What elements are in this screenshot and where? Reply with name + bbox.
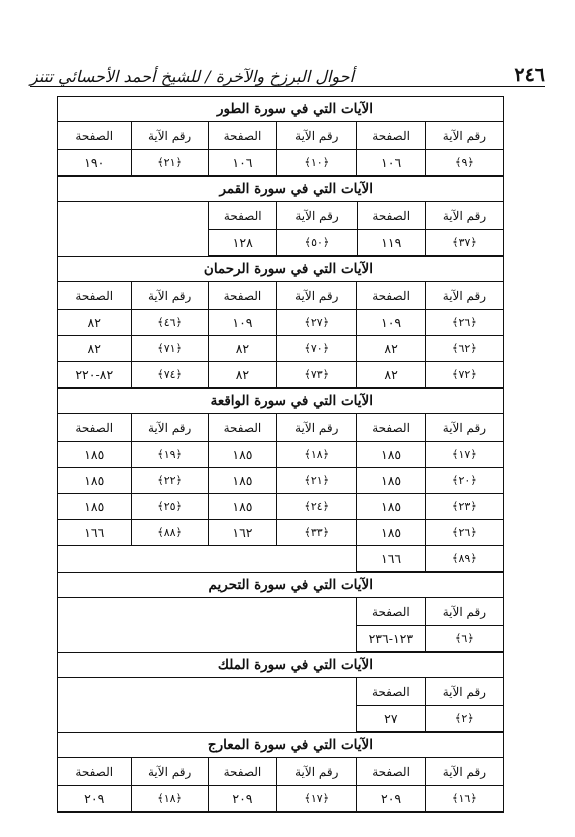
page-number-cell: ٢٠٩ [357, 786, 426, 812]
ayah-column-header: رقم الآية [277, 202, 357, 230]
section-title: الآيات التي في سورة القمر [58, 177, 503, 202]
empty-cell [58, 546, 131, 572]
ayah-number-cell: ﴿٨٩﴾ [425, 546, 503, 572]
table-row [58, 468, 503, 494]
ayah-number-cell: ﴿١٧﴾ [425, 442, 503, 468]
page-number-cell: ١٩٠ [58, 150, 131, 176]
ayah-number-cell: ﴿١٨﴾ [277, 442, 357, 468]
section-title: الآيات التي في سورة الواقعة [58, 389, 503, 414]
page-column-header: الصفحة [357, 758, 426, 786]
page-column-header: الصفحة [58, 414, 131, 442]
ayah-column-header: رقم الآية [425, 202, 503, 230]
header-row [58, 414, 503, 442]
ayah-number-cell: ﴿٢٧﴾ [277, 310, 357, 336]
table-row [58, 494, 503, 520]
ayah-number-cell: ﴿١٧﴾ [277, 786, 357, 812]
ayah-number-cell: ﴿١٨﴾ [131, 786, 208, 812]
table-wrap [58, 758, 503, 812]
surah-section [58, 177, 503, 257]
page-number-cell: ١٢٨ [209, 230, 277, 256]
table-wrap [58, 122, 503, 176]
ayah-column-header: رقم الآية [277, 758, 357, 786]
ayah-number-cell: ﴿٧٠﴾ [277, 336, 357, 362]
header-row [357, 678, 503, 706]
ayah-number-cell: ﴿١٦﴾ [425, 786, 503, 812]
ayah-column-header: رقم الآية [425, 282, 503, 310]
table-row [58, 362, 503, 388]
empty-area [58, 202, 209, 256]
ayah-column-header: رقم الآية [425, 678, 503, 706]
ayah-table [357, 598, 503, 652]
ayah-column-header: رقم الآية [131, 414, 208, 442]
ayah-table [357, 678, 503, 732]
page-number-cell: ٨٢-٢٢٠ [58, 362, 131, 388]
page-number-cell: ١٨٥ [208, 494, 277, 520]
page-number-cell: ٨٢ [208, 362, 277, 388]
page-number-cell: ٢٧ [357, 706, 425, 732]
ayah-number-cell: ﴿٧٢﴾ [425, 362, 503, 388]
page-number-cell: ١٢٣-٢٣٦ [357, 626, 425, 652]
page-number-cell: ١٠٦ [357, 150, 426, 176]
running-title: أحوال البرزخ والآخرة / للشيخ أحمد الأحسائي تتنز [30, 67, 355, 86]
header-row [58, 758, 503, 786]
page-column-header: الصفحة [357, 678, 425, 706]
ayah-number-cell: ﴿٧٣﴾ [277, 362, 357, 388]
page-number-cell: ١٦٢ [208, 520, 277, 546]
page-number-cell: ١٨٥ [58, 442, 131, 468]
ayah-number-cell: ﴿٣٣﴾ [277, 520, 357, 546]
table-row [58, 442, 503, 468]
ayah-column-header: رقم الآية [425, 598, 503, 626]
page-number-cell: ٨٢ [357, 362, 426, 388]
ayah-number-cell: ﴿٢٣﴾ [425, 494, 503, 520]
page-header [30, 60, 545, 87]
table-row [58, 520, 503, 546]
page-column-header: الصفحة [58, 758, 131, 786]
section-title: الآيات التي في سورة الرحمان [58, 257, 503, 282]
ayah-number-cell: ﴿٨٨﴾ [131, 520, 208, 546]
ayah-number-cell: ﴿٧١﴾ [131, 336, 208, 362]
table-wrap [58, 282, 503, 388]
ayah-column-header: رقم الآية [425, 758, 503, 786]
ayah-column-header: رقم الآية [131, 122, 208, 150]
page-number-cell: ٨٢ [58, 310, 131, 336]
empty-cell [208, 546, 277, 572]
page-number-cell: ١٠٩ [208, 310, 277, 336]
table-row [357, 626, 503, 652]
section-title: الآيات التي في سورة المعارج [58, 733, 503, 758]
ayah-table [209, 202, 503, 256]
ayah-number-cell: ﴿٦٢﴾ [425, 336, 503, 362]
page-column-header: الصفحة [357, 282, 426, 310]
page-column-header: الصفحة [208, 414, 277, 442]
page-column-header: الصفحة [357, 202, 425, 230]
page-number-cell: ١٠٦ [208, 150, 277, 176]
page-column-header: الصفحة [357, 122, 426, 150]
surah-section [58, 97, 503, 177]
ayah-column-header: رقم الآية [131, 758, 208, 786]
table-row [58, 786, 503, 812]
page-column-header: الصفحة [58, 122, 131, 150]
page-column-header: الصفحة [209, 202, 277, 230]
page-number-cell: ١٨٥ [208, 468, 277, 494]
page-number-cell: ١٨٥ [58, 494, 131, 520]
ayah-number-cell: ﴿١٠﴾ [277, 150, 357, 176]
header-row [209, 202, 503, 230]
ayah-number-cell: ﴿٢٤﴾ [277, 494, 357, 520]
ayah-number-cell: ﴿٩﴾ [425, 150, 503, 176]
ayah-number-cell: ﴿٣٧﴾ [425, 230, 503, 256]
ayah-number-cell: ﴿٢٥﴾ [131, 494, 208, 520]
ayah-table [58, 122, 503, 176]
header-row [58, 122, 503, 150]
page-number-cell: ١٨٥ [208, 442, 277, 468]
ayah-table [58, 414, 503, 572]
table-row [58, 150, 503, 176]
page-number-cell: ٨٢ [58, 336, 131, 362]
ayah-number-cell: ﴿٦﴾ [425, 626, 503, 652]
page-number-cell: ٨٢ [357, 336, 426, 362]
surah-section [58, 653, 503, 733]
ayah-column-header: رقم الآية [425, 122, 503, 150]
ayah-number-cell: ﴿٢٦﴾ [425, 310, 503, 336]
header-row [58, 282, 503, 310]
header-row [357, 598, 503, 626]
surah-section [58, 573, 503, 653]
page-number-cell: ١٨٥ [357, 442, 426, 468]
page-number-cell: ١٦٦ [357, 546, 426, 572]
page-number-cell: ١٦٦ [58, 520, 131, 546]
ayah-number-cell: ﴿٢٦﴾ [425, 520, 503, 546]
table-row [209, 230, 503, 256]
page-number-cell: ١١٩ [357, 230, 425, 256]
surah-section [58, 733, 503, 812]
ayah-column-header: رقم الآية [425, 414, 503, 442]
page-number-cell: ١٠٩ [357, 310, 426, 336]
table-row [58, 336, 503, 362]
page-column-header: الصفحة [208, 122, 277, 150]
table-row [58, 546, 503, 572]
ayah-table [58, 758, 503, 812]
ayah-column-header: رقم الآية [131, 282, 208, 310]
ayah-number-cell: ﴿١٩﴾ [131, 442, 208, 468]
ayah-column-header: رقم الآية [277, 122, 357, 150]
page-number-cell: ١٨٥ [357, 494, 426, 520]
ayah-column-header: رقم الآية [277, 282, 357, 310]
page-column-header: الصفحة [357, 414, 426, 442]
ayah-number-cell: ﴿٢١﴾ [131, 150, 208, 176]
ayah-number-cell: ﴿٢﴾ [425, 706, 503, 732]
page-number-cell: ٢٠٩ [58, 786, 131, 812]
ayah-number-cell: ﴿٢٠﴾ [425, 468, 503, 494]
page-number-cell: ١٨٥ [58, 468, 131, 494]
surah-section [58, 389, 503, 573]
ayah-number-cell: ﴿٧٤﴾ [131, 362, 208, 388]
ayah-number-cell: ﴿٥٠﴾ [277, 230, 357, 256]
ayah-number-cell: ﴿٤٦﴾ [131, 310, 208, 336]
section-title: الآيات التي في سورة الطور [58, 97, 503, 122]
table-wrap [58, 598, 503, 652]
page-number: ٢٤٦ [514, 64, 545, 86]
index-table-frame [57, 96, 504, 813]
empty-area [58, 678, 357, 732]
section-title: الآيات التي في سورة التحريم [58, 573, 503, 598]
page-column-header: الصفحة [208, 282, 277, 310]
page-column-header: الصفحة [58, 282, 131, 310]
table-wrap [58, 678, 503, 732]
table-row [357, 706, 503, 732]
ayah-number-cell: ﴿٢١﴾ [277, 468, 357, 494]
page-number-cell: ٢٠٩ [208, 786, 277, 812]
surah-section [58, 257, 503, 389]
ayah-number-cell: ﴿٢٢﴾ [131, 468, 208, 494]
page-column-header: الصفحة [357, 598, 425, 626]
table-row [58, 310, 503, 336]
section-title: الآيات التي في سورة الملك [58, 653, 503, 678]
page-number-cell: ٨٢ [208, 336, 277, 362]
empty-cell [277, 546, 357, 572]
ayah-column-header: رقم الآية [277, 414, 357, 442]
empty-area [58, 598, 357, 652]
page-number-cell: ١٨٥ [357, 468, 426, 494]
page-number-cell: ١٨٥ [357, 520, 426, 546]
table-wrap [58, 202, 503, 256]
ayah-table [58, 282, 503, 388]
page-column-header: الصفحة [208, 758, 277, 786]
table-wrap [58, 414, 503, 572]
empty-cell [131, 546, 208, 572]
